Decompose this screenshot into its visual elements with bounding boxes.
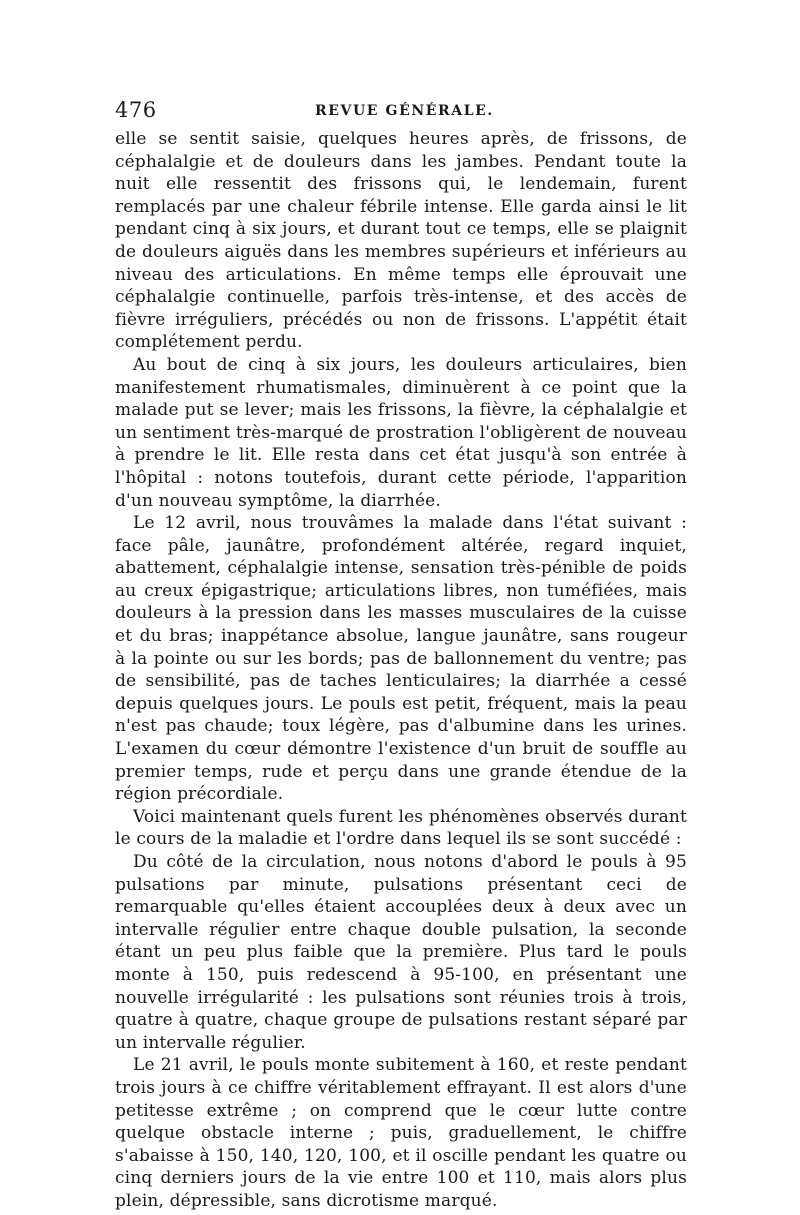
- paragraph: Le 12 avril, nous trouvâmes la malade dans l'état suivant : face pâle, jaunâtre, profondément altérée, regard inquiet, abattement, céphalalgie intense, sensation très-pénible de poids au creux épigastrique; articulations libres, non tuméfiées, mais douleurs à la pression dans les masses musculaires de la cuisse et du bras; inappétance absolue, langue jaunâtre, sans rougeur à la pointe ou sur les bords; pas de ballonnement du ventre; pas de sensibilité, pas de taches lenticulaires; la diarrhée a cessé depuis quelques jours. Le pouls est petit, fréquent, mais la peau n'est pas chaude; toux légère, pas d'albumine dans les urines. L'examen du cœur démontre l'existence d'un bruit de souffle au premier temps, rude et perçu dans une grande étendue de la région précordiale.: [115, 513, 687, 805]
- paragraph: Au bout de cinq à six jours, les douleurs articulaires, bien manifestement rhumatismales, diminuèrent à ce point que la malade put se lever; mais les frissons, la fièvre, la céphalalgie et un sentiment très-marqué de prostration l'obligèrent de nouveau à prendre le lit. Elle resta dans cet état jusqu'à son entrée à l'hôpital : notons toutefois, durant cette période, l'apparition d'un nouveau symptôme, la diarrhée.: [115, 354, 687, 511]
- paragraph: Le 21 avril, le pouls monte subitement à 160, et reste pendant trois jours à ce chiffre véritablement effrayant. Il est alors d'une petitesse extrême ; on comprend que le cœur lutte contre quelque obstacle interne ; puis, graduellement, le chiffre s'abaisse à 150, 140, 120, 100, et il oscille pendant les quatre ou cinq derniers jours de la vie entre 100 et 110, mais alors plus plein, dépressible, sans dicrotisme marqué.: [115, 1055, 687, 1211]
- running-title: REVUE GÉNÉRALE.: [315, 103, 494, 119]
- page-header: [115, 98, 687, 124]
- page-number: 476: [115, 98, 157, 122]
- paragraph-continuation: elle se sentit saisie, quelques heures après, de frissons, de céphalalgie et de douleurs dans les jambes. Pendant toute la nuit elle ressentit des frissons qui, le lendemain, furent remplacés par une chaleur fébrile intense. Elle garda ainsi le lit pendant cinq à six jours, et durant tout ce temps, elle se plaignit de douleurs aiguës dans les membres supérieurs et inférieurs au niveau des articulations. En même temps elle éprouvait une céphalalgie continuelle, parfois très-intense, et des accès de fièvre irréguliers, précédés ou non de frissons. L'appétit était complétement perdu.: [115, 129, 687, 353]
- paragraph: Du côté de la circulation, nous notons d'abord le pouls à 95 pulsations par minute, pulsations présentant ceci de remarquable qu'elles étaient accouplées deux à deux avec un intervalle régulier entre chaque double pulsation, la seconde étant un peu plus faible que la première. Plus tard le pouls monte à 150, puis redescend à 95-100, en présentant une nouvelle irrégularité : les pulsations sont réunies trois à trois, quatre à quatre, chaque groupe de pulsations restant séparé par un intervalle régulier.: [115, 852, 687, 1053]
- body-text: [115, 128, 687, 1213]
- paragraph: Voici maintenant quels furent les phénomènes observés durant le cours de la maladie et l'ordre dans lequel ils se sont succédé :: [115, 806, 687, 850]
